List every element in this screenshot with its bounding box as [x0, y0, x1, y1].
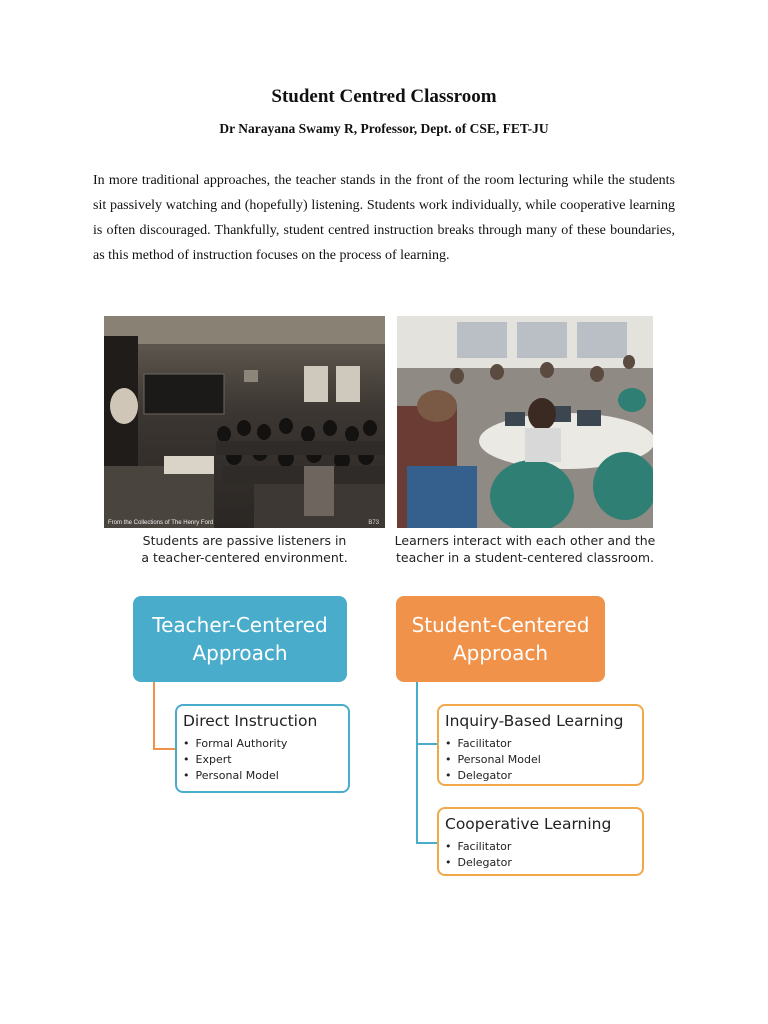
intro-paragraph: In more traditional approaches, the teacher stands in the front of the room lecturing while the students sit passively watching and (hopefully) listening. Students work individually, while cooperative learning is often discouraged. Thankfully, student centred instruction breaks through many of these boundaries, as this method of instruction focuses on the process of learning. — [93, 173, 675, 263]
list-item: • Expert — [183, 752, 348, 768]
list-item: • Delegator — [445, 855, 642, 871]
photo-credit: From the Collections of The Henry Ford — [108, 520, 214, 526]
list-item: • Facilitator — [445, 736, 642, 752]
cooperative-learning-box — [437, 807, 644, 876]
student-connector — [417, 682, 438, 843]
cooperative-learning-title: Cooperative Learning — [445, 815, 612, 833]
document-title: Student Centred Classroom — [271, 86, 497, 107]
list-item: • Formal Authority — [183, 736, 348, 752]
teacher-connector — [154, 682, 176, 749]
teacher-heading-line-1: Teacher-Centered — [152, 613, 328, 637]
teacher-centered-heading — [133, 596, 347, 682]
inquiry-based-learning-title: Inquiry-Based Learning — [445, 712, 624, 730]
left-caption-line-1: Students are passive listeners in — [142, 533, 347, 548]
student-heading-line-1: Student-Centered — [411, 613, 590, 637]
photo-mark: B73 — [368, 520, 379, 526]
direct-instruction-title: Direct Instruction — [183, 712, 318, 730]
list-item: • Personal Model — [183, 768, 348, 784]
student-centered-heading — [396, 596, 605, 682]
right-caption-line-2: teacher in a student-centered classroom. — [395, 550, 655, 565]
student-heading-line-2: Approach — [452, 641, 549, 665]
right-caption-line-1: Learners interact with each other and the — [394, 533, 656, 548]
teacher-heading-line-2: Approach — [192, 641, 288, 665]
inquiry-based-learning-box — [437, 704, 644, 786]
direct-instruction-box — [175, 704, 350, 793]
list-item: • Delegator — [445, 768, 642, 784]
list-item: • Personal Model — [445, 752, 642, 768]
left-caption-line-2: a teacher-centered environment. — [141, 550, 348, 565]
list-item: • Facilitator — [445, 839, 642, 855]
author-line: Dr Narayana Swamy R, Professor, Dept. of CSE, FET-JU — [219, 121, 549, 136]
